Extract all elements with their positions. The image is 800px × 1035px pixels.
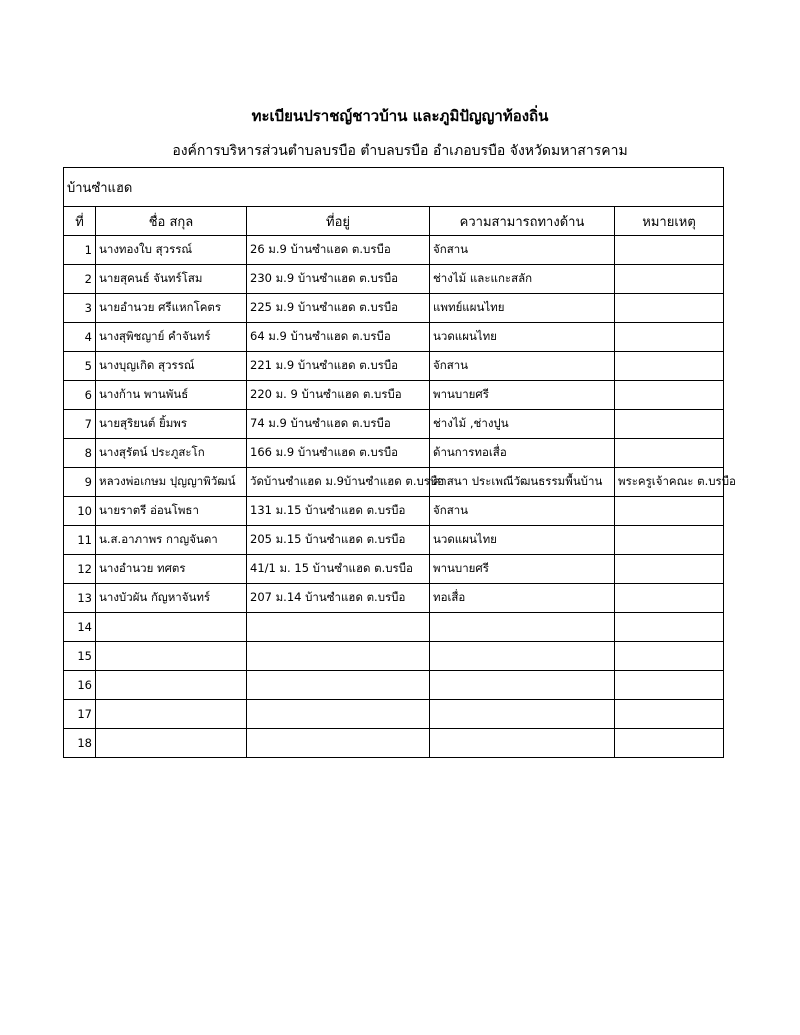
table-row <box>64 323 724 352</box>
row-skill: ทอเสื่อ <box>430 584 615 613</box>
table-row <box>64 555 724 584</box>
row-note <box>615 700 724 729</box>
document-subtitle: องค์การบริหารส่วนตำบลบรบือ ตำบลบรบือ อำเภอบรบือ จังหวัดมหาสารคาม <box>172 143 628 159</box>
header-address: ที่อยู่ <box>247 207 430 236</box>
header-skill: ความสามารถทางด้าน <box>430 207 615 236</box>
row-no: 8 <box>64 439 96 468</box>
row-no: 9 <box>64 468 96 497</box>
row-name: นางบัวผัน กัญหาจันทร์ <box>96 584 247 613</box>
row-skill <box>430 613 615 642</box>
table-row <box>64 439 724 468</box>
row-no: 6 <box>64 381 96 410</box>
row-note <box>615 323 724 352</box>
table-row <box>64 352 724 381</box>
row-no: 18 <box>64 729 96 758</box>
row-no: 10 <box>64 497 96 526</box>
row-address: 207 ม.14 บ้านซำแฮด ต.บรบือ <box>247 584 430 613</box>
row-name: นายสุริยนต์ ยิ้มพร <box>96 410 247 439</box>
row-note <box>615 555 724 584</box>
table-row <box>64 613 724 642</box>
row-name <box>96 671 247 700</box>
table-row <box>64 584 724 613</box>
row-no: 17 <box>64 700 96 729</box>
row-skill: ศาสนา ประเพณีวัฒนธรรมพื้นบ้าน <box>430 468 615 497</box>
row-no: 1 <box>64 236 96 265</box>
row-skill <box>430 729 615 758</box>
row-skill <box>430 671 615 700</box>
row-address: 26 ม.9 บ้านซำแฮด ต.บรบือ <box>247 236 430 265</box>
table-row <box>64 700 724 729</box>
row-skill: นวดแผนไทย <box>430 526 615 555</box>
row-name: นายสุคนธ์ จันทร์โสม <box>96 265 247 294</box>
row-note <box>615 642 724 671</box>
row-note <box>615 497 724 526</box>
row-skill: ช่างไม้ ,ช่างปูน <box>430 410 615 439</box>
row-address: 205 ม.15 บ้านซำแฮด ต.บรบือ <box>247 526 430 555</box>
table-row <box>64 671 724 700</box>
row-address <box>247 613 430 642</box>
header-no: ที่ <box>64 207 96 236</box>
header-row <box>64 207 724 236</box>
row-skill: แพทย์แผนไทย <box>430 294 615 323</box>
row-address: 230 ม.9 บ้านซำแฮด ต.บรบือ <box>247 265 430 294</box>
row-address <box>247 700 430 729</box>
row-no: 13 <box>64 584 96 613</box>
row-address <box>247 642 430 671</box>
row-address: 64 ม.9 บ้านซำแฮด ต.บรบือ <box>247 323 430 352</box>
row-address: 131 ม.15 บ้านซำแฮด ต.บรบือ <box>247 497 430 526</box>
row-note <box>615 439 724 468</box>
table-row <box>64 265 724 294</box>
row-address: 166 ม.9 บ้านซำแฮด ต.บรบือ <box>247 439 430 468</box>
row-skill: จักสาน <box>430 497 615 526</box>
table-row <box>64 526 724 555</box>
row-no: 12 <box>64 555 96 584</box>
table-row <box>64 294 724 323</box>
row-address: 221 ม.9 บ้านซำแฮด ต.บรบือ <box>247 352 430 381</box>
row-note: พระครูเจ้าคณะ ต.บรบือ <box>615 468 724 497</box>
row-skill: พานบายศรี <box>430 381 615 410</box>
row-note <box>615 236 724 265</box>
row-skill <box>430 642 615 671</box>
table-row <box>64 381 724 410</box>
row-skill: ด้านการทอเสื่อ <box>430 439 615 468</box>
row-note <box>615 381 724 410</box>
table-row <box>64 236 724 265</box>
row-skill: พานบายศรี <box>430 555 615 584</box>
document-title: ทะเบียนปราชญ์ชาวบ้าน และภูมิปัญญาท้องถิ่น <box>251 107 549 125</box>
row-note <box>615 584 724 613</box>
row-skill: นวดแผนไทย <box>430 323 615 352</box>
row-name: นายราตรี อ่อนโพธา <box>96 497 247 526</box>
row-no: 5 <box>64 352 96 381</box>
registry-table <box>63 167 736 758</box>
row-no: 7 <box>64 410 96 439</box>
row-note <box>615 410 724 439</box>
row-skill: จักสาน <box>430 236 615 265</box>
header-note: หมายเหตุ <box>615 207 724 236</box>
row-address: 74 ม.9 บ้านซำแฮด ต.บรบือ <box>247 410 430 439</box>
table-row <box>64 729 724 758</box>
table-row <box>64 642 724 671</box>
header-name: ชื่อ สกุล <box>96 207 247 236</box>
row-no: 15 <box>64 642 96 671</box>
row-name: นางสุพิชญาย์ คำจันทร์ <box>96 323 247 352</box>
row-address: วัดบ้านซำแฮด ม.9บ้านซำแฮด ต.บรบือ <box>247 468 430 497</box>
row-name: นางอำนวย ทศตร <box>96 555 247 584</box>
row-no: 16 <box>64 671 96 700</box>
row-name <box>96 613 247 642</box>
row-address: 41/1 ม. 15 บ้านซำแฮด ต.บรบือ <box>247 555 430 584</box>
row-skill: ช่างไม้ และแกะสลัก <box>430 265 615 294</box>
row-name <box>96 700 247 729</box>
table-row <box>64 410 724 439</box>
row-no: 14 <box>64 613 96 642</box>
row-no: 4 <box>64 323 96 352</box>
row-skill: จักสาน <box>430 352 615 381</box>
row-address: 220 ม. 9 บ้านซำแฮด ต.บรบือ <box>247 381 430 410</box>
row-name: นางบุญเกิด สุวรรณ์ <box>96 352 247 381</box>
row-name: หลวงพ่อเกษม ปุญญาพิวัฒน์ <box>96 468 247 497</box>
row-note <box>615 352 724 381</box>
row-name <box>96 642 247 671</box>
row-name: นางสุรัตน์ ประภูสะโก <box>96 439 247 468</box>
row-address <box>247 671 430 700</box>
row-name: นางทองใบ สุวรรณ์ <box>96 236 247 265</box>
row-note <box>615 265 724 294</box>
row-note <box>615 294 724 323</box>
village-row <box>64 168 724 207</box>
table-row <box>64 497 724 526</box>
row-address <box>247 729 430 758</box>
row-note <box>615 526 724 555</box>
row-name: น.ส.อาภาพร กาญจันดา <box>96 526 247 555</box>
row-note <box>615 671 724 700</box>
row-name: นางก้าน พานพันธ์ <box>96 381 247 410</box>
row-skill <box>430 700 615 729</box>
row-name <box>96 729 247 758</box>
row-no: 11 <box>64 526 96 555</box>
row-name: นายอำนวย ศรีแหกโคตร <box>96 294 247 323</box>
row-note <box>615 729 724 758</box>
row-no: 2 <box>64 265 96 294</box>
row-note <box>615 613 724 642</box>
row-no: 3 <box>64 294 96 323</box>
row-address: 225 ม.9 บ้านซำแฮด ต.บรบือ <box>247 294 430 323</box>
table-row <box>64 468 724 497</box>
village-name: บ้านซำแฮด <box>64 168 724 207</box>
